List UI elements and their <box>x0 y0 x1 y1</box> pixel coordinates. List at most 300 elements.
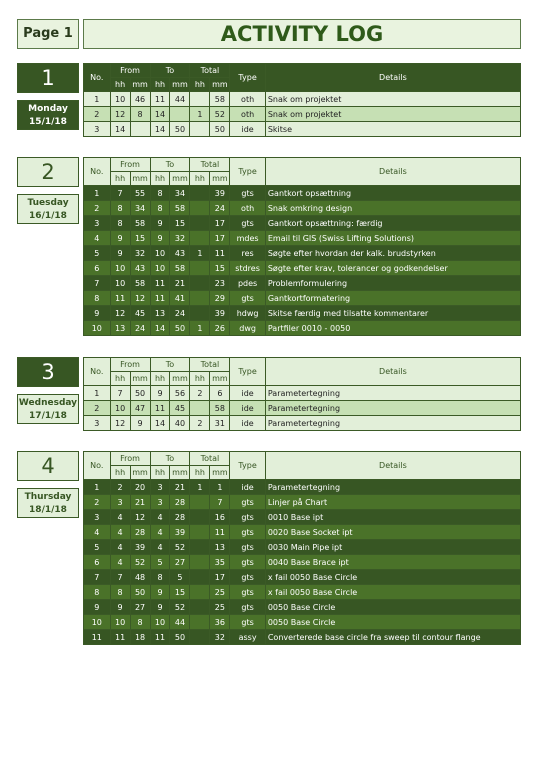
cell-from-mm: 8 <box>130 107 150 122</box>
cell-from-mm: 43 <box>130 261 150 276</box>
cell-type: hdwg <box>230 306 265 321</box>
cell-from-hh: 2 <box>110 480 130 495</box>
table-row <box>84 525 521 540</box>
cell-from-mm: 9 <box>130 416 150 431</box>
cell-total-mm: 17 <box>210 231 230 246</box>
header-type: Type <box>230 64 265 92</box>
cell-type: oth <box>230 107 265 122</box>
cell-from-hh: 10 <box>110 401 130 416</box>
cell-type: gts <box>230 585 265 600</box>
cell-from-mm: 50 <box>130 386 150 401</box>
cell-from-hh: 10 <box>110 92 130 107</box>
header-from: From <box>110 64 150 78</box>
activity-table <box>83 63 521 137</box>
header-total: Total <box>190 158 230 172</box>
section-number: 4 <box>17 451 79 481</box>
cell-total-hh <box>190 122 210 137</box>
cell-from-mm: 34 <box>130 201 150 216</box>
cell-total-mm: 25 <box>210 600 230 615</box>
cell-total-mm: 50 <box>210 122 230 137</box>
cell-to-hh: 13 <box>150 306 170 321</box>
header-to: To <box>150 452 190 466</box>
activity-table <box>83 357 521 431</box>
cell-total-hh <box>190 201 210 216</box>
header-hh: hh <box>190 78 210 92</box>
cell-from-mm: 55 <box>130 186 150 201</box>
cell-to-mm: 50 <box>170 321 190 336</box>
section-number: 2 <box>17 157 79 187</box>
header-hh: hh <box>150 466 170 480</box>
cell-from-mm: 12 <box>130 291 150 306</box>
cell-to-mm <box>170 107 190 122</box>
cell-to-mm: 32 <box>170 231 190 246</box>
cell-no: 3 <box>84 416 111 431</box>
cell-from-hh: 4 <box>110 525 130 540</box>
cell-details: Gantkort opsættning <box>265 186 520 201</box>
cell-total-mm: 32 <box>210 630 230 645</box>
header-type: Type <box>230 452 265 480</box>
cell-no: 6 <box>84 555 111 570</box>
header-to: To <box>150 158 190 172</box>
cell-total-mm: 35 <box>210 555 230 570</box>
day-label <box>17 100 79 130</box>
cell-to-mm: 24 <box>170 306 190 321</box>
header-hh: hh <box>110 466 130 480</box>
cell-from-hh: 9 <box>110 231 130 246</box>
cell-total-mm: 26 <box>210 321 230 336</box>
activity-table <box>83 451 521 645</box>
table-row <box>84 401 521 416</box>
cell-no: 7 <box>84 570 111 585</box>
activity-table <box>83 157 521 336</box>
weekday: Wednesday <box>18 398 78 408</box>
cell-from-hh: 8 <box>110 201 130 216</box>
cell-details: x fail 0050 Base Circle <box>265 585 520 600</box>
header-total: Total <box>190 358 230 372</box>
cell-details: Gantkort opsættning: færdig <box>265 216 520 231</box>
cell-details: Email til GIS (Swiss Lifting Solutions) <box>265 231 520 246</box>
cell-total-hh <box>190 216 210 231</box>
date: 18/1/18 <box>29 505 67 515</box>
cell-total-hh <box>190 630 210 645</box>
cell-from-mm: 20 <box>130 480 150 495</box>
cell-no: 2 <box>84 201 111 216</box>
header-to: To <box>150 64 190 78</box>
header-from: From <box>110 358 150 372</box>
cell-no: 5 <box>84 540 111 555</box>
table-row <box>84 510 521 525</box>
cell-no: 3 <box>84 122 111 137</box>
cell-to-mm: 5 <box>170 570 190 585</box>
cell-no: 8 <box>84 291 111 306</box>
cell-from-hh: 7 <box>110 386 130 401</box>
cell-no: 8 <box>84 585 111 600</box>
cell-to-mm: 50 <box>170 122 190 137</box>
weekday: Thursday <box>24 492 72 502</box>
cell-details: 0020 Base Socket ipt <box>265 525 520 540</box>
cell-details: Skitse færdig med tilsatte kommentarer <box>265 306 520 321</box>
cell-no: 7 <box>84 276 111 291</box>
header-type: Type <box>230 158 265 186</box>
cell-type: stdres <box>230 261 265 276</box>
cell-from-hh: 10 <box>110 615 130 630</box>
table-row <box>84 480 521 495</box>
cell-total-mm: 29 <box>210 291 230 306</box>
header-from: From <box>110 158 150 172</box>
cell-to-hh: 14 <box>150 122 170 137</box>
cell-total-hh <box>190 186 210 201</box>
cell-from-hh: 9 <box>110 246 130 261</box>
date: 16/1/18 <box>29 211 67 221</box>
table-row <box>84 416 521 431</box>
cell-to-mm: 58 <box>170 201 190 216</box>
cell-type: ide <box>230 480 265 495</box>
cell-from-mm: 32 <box>130 246 150 261</box>
cell-to-hh: 8 <box>150 186 170 201</box>
table-row <box>84 231 521 246</box>
cell-details: 0050 Base Circle <box>265 600 520 615</box>
cell-details: Partfiler 0010 - 0050 <box>265 321 520 336</box>
header-hh: hh <box>150 172 170 186</box>
cell-details: Parametertegning <box>265 386 520 401</box>
table-row <box>84 291 521 306</box>
cell-type: gts <box>230 510 265 525</box>
cell-total-mm: 39 <box>210 306 230 321</box>
weekday: Tuesday <box>27 198 69 208</box>
cell-total-mm: 1 <box>210 480 230 495</box>
cell-total-hh <box>190 615 210 630</box>
cell-no: 2 <box>84 495 111 510</box>
header-hh: hh <box>190 172 210 186</box>
header-hh: hh <box>190 372 210 386</box>
cell-details: Søgte efter hvordan der kalk. brudstyrken <box>265 246 520 261</box>
cell-to-hh: 4 <box>150 525 170 540</box>
cell-to-mm: 28 <box>170 510 190 525</box>
cell-to-hh: 8 <box>150 201 170 216</box>
cell-to-mm: 41 <box>170 291 190 306</box>
cell-details: Snak om projektet <box>265 92 520 107</box>
cell-from-hh: 4 <box>110 555 130 570</box>
header-hh: hh <box>110 78 130 92</box>
cell-from-mm: 24 <box>130 321 150 336</box>
table-row <box>84 615 521 630</box>
cell-to-hh: 8 <box>150 570 170 585</box>
cell-no: 6 <box>84 261 111 276</box>
cell-from-mm: 58 <box>130 276 150 291</box>
cell-to-mm: 40 <box>170 416 190 431</box>
cell-total-mm: 16 <box>210 510 230 525</box>
cell-type: ide <box>230 416 265 431</box>
header-mm: mm <box>210 172 230 186</box>
cell-to-mm: 43 <box>170 246 190 261</box>
cell-no: 1 <box>84 480 111 495</box>
cell-total-mm: 23 <box>210 276 230 291</box>
weekday: Monday <box>28 104 68 114</box>
cell-total-mm: 15 <box>210 261 230 276</box>
cell-from-mm: 50 <box>130 585 150 600</box>
cell-type: gts <box>230 216 265 231</box>
date: 17/1/18 <box>29 411 67 421</box>
cell-total-hh <box>190 306 210 321</box>
cell-from-hh: 12 <box>110 416 130 431</box>
cell-from-mm: 39 <box>130 540 150 555</box>
cell-to-mm: 27 <box>170 555 190 570</box>
header-details: Details <box>265 64 520 92</box>
header-hh: hh <box>110 172 130 186</box>
cell-type: mdes <box>230 231 265 246</box>
cell-to-hh: 11 <box>150 401 170 416</box>
cell-to-mm: 39 <box>170 525 190 540</box>
header-details: Details <box>265 452 520 480</box>
table-row <box>84 216 521 231</box>
table-row <box>84 540 521 555</box>
page-title: ACTIVITY LOG <box>83 19 521 49</box>
header-mm: mm <box>210 466 230 480</box>
cell-type: gts <box>230 495 265 510</box>
table-row <box>84 321 521 336</box>
cell-total-hh <box>190 600 210 615</box>
cell-details: Linjer på Chart <box>265 495 520 510</box>
table-row <box>84 186 521 201</box>
table-row <box>84 555 521 570</box>
cell-total-mm: 58 <box>210 92 230 107</box>
cell-type: ide <box>230 401 265 416</box>
header-mm: mm <box>130 78 150 92</box>
cell-to-hh: 9 <box>150 386 170 401</box>
cell-no: 3 <box>84 216 111 231</box>
table-row <box>84 306 521 321</box>
cell-total-mm: 52 <box>210 107 230 122</box>
cell-to-mm: 44 <box>170 615 190 630</box>
header-mm: mm <box>170 466 190 480</box>
cell-total-mm: 25 <box>210 585 230 600</box>
cell-from-mm: 58 <box>130 216 150 231</box>
cell-to-mm: 34 <box>170 186 190 201</box>
cell-details: Parametertegning <box>265 401 520 416</box>
cell-total-hh <box>190 261 210 276</box>
cell-from-mm <box>130 122 150 137</box>
header-mm: mm <box>170 172 190 186</box>
table-row <box>84 261 521 276</box>
header-mm: mm <box>170 78 190 92</box>
header-mm: mm <box>210 372 230 386</box>
cell-to-hh: 11 <box>150 291 170 306</box>
cell-to-mm: 58 <box>170 261 190 276</box>
cell-details: 0040 Base Brace ipt <box>265 555 520 570</box>
table-row <box>84 386 521 401</box>
cell-type: gts <box>230 570 265 585</box>
cell-from-mm: 45 <box>130 306 150 321</box>
cell-to-hh: 9 <box>150 216 170 231</box>
cell-total-mm: 36 <box>210 615 230 630</box>
day-label <box>17 194 79 224</box>
cell-no: 2 <box>84 401 111 416</box>
table-row <box>84 276 521 291</box>
table-row <box>84 585 521 600</box>
cell-type: pdes <box>230 276 265 291</box>
cell-total-hh <box>190 92 210 107</box>
cell-from-mm: 52 <box>130 555 150 570</box>
cell-no: 10 <box>84 615 111 630</box>
section-number: 1 <box>17 63 79 93</box>
cell-total-hh <box>190 585 210 600</box>
cell-total-hh <box>190 510 210 525</box>
cell-total-hh <box>190 231 210 246</box>
cell-to-hh: 5 <box>150 555 170 570</box>
cell-total-mm: 17 <box>210 216 230 231</box>
page-label: Page 1 <box>17 19 79 49</box>
cell-total-mm: 24 <box>210 201 230 216</box>
cell-type: ide <box>230 386 265 401</box>
cell-from-hh: 4 <box>110 510 130 525</box>
cell-from-mm: 15 <box>130 231 150 246</box>
cell-details: Snak om projektet <box>265 107 520 122</box>
cell-total-mm: 31 <box>210 416 230 431</box>
cell-to-hh: 11 <box>150 92 170 107</box>
cell-from-hh: 14 <box>110 122 130 137</box>
cell-type: gts <box>230 600 265 615</box>
header-mm: mm <box>130 466 150 480</box>
cell-to-hh: 10 <box>150 615 170 630</box>
cell-details: Converterede base circle fra sweep til contour flange <box>265 630 520 645</box>
cell-total-hh <box>190 401 210 416</box>
table-row <box>84 92 521 107</box>
cell-to-mm: 52 <box>170 600 190 615</box>
cell-type: gts <box>230 540 265 555</box>
cell-total-mm: 39 <box>210 186 230 201</box>
day-label <box>17 394 79 424</box>
header-total: Total <box>190 452 230 466</box>
header-hh: hh <box>150 372 170 386</box>
header-mm: mm <box>130 172 150 186</box>
cell-from-hh: 12 <box>110 306 130 321</box>
cell-to-hh: 14 <box>150 321 170 336</box>
table-row <box>84 600 521 615</box>
cell-to-hh: 9 <box>150 600 170 615</box>
cell-no: 9 <box>84 306 111 321</box>
cell-type: oth <box>230 201 265 216</box>
cell-total-mm: 17 <box>210 570 230 585</box>
cell-from-hh: 10 <box>110 261 130 276</box>
cell-type: gts <box>230 291 265 306</box>
cell-to-mm: 21 <box>170 276 190 291</box>
cell-from-hh: 3 <box>110 495 130 510</box>
cell-type: gts <box>230 615 265 630</box>
cell-to-hh: 3 <box>150 495 170 510</box>
header-hh: hh <box>190 466 210 480</box>
table-row <box>84 630 521 645</box>
cell-total-hh: 1 <box>190 480 210 495</box>
cell-details: x fail 0050 Base Circle <box>265 570 520 585</box>
cell-from-mm: 27 <box>130 600 150 615</box>
cell-total-mm: 58 <box>210 401 230 416</box>
cell-from-mm: 47 <box>130 401 150 416</box>
cell-from-hh: 12 <box>110 107 130 122</box>
cell-no: 9 <box>84 600 111 615</box>
header-mm: mm <box>170 372 190 386</box>
cell-total-hh: 1 <box>190 246 210 261</box>
cell-no: 4 <box>84 231 111 246</box>
cell-details: Parametertegning <box>265 480 520 495</box>
cell-no: 5 <box>84 246 111 261</box>
cell-from-hh: 11 <box>110 630 130 645</box>
header-type: Type <box>230 358 265 386</box>
cell-total-hh <box>190 555 210 570</box>
cell-total-mm: 11 <box>210 246 230 261</box>
cell-to-hh: 4 <box>150 540 170 555</box>
cell-from-hh: 10 <box>110 276 130 291</box>
cell-total-hh <box>190 495 210 510</box>
cell-total-mm: 11 <box>210 525 230 540</box>
cell-no: 1 <box>84 186 111 201</box>
cell-from-hh: 8 <box>110 216 130 231</box>
cell-from-hh: 9 <box>110 600 130 615</box>
cell-total-hh: 1 <box>190 107 210 122</box>
cell-total-mm: 7 <box>210 495 230 510</box>
cell-from-mm: 28 <box>130 525 150 540</box>
header-no: No. <box>84 158 111 186</box>
cell-total-hh <box>190 291 210 306</box>
section-number: 3 <box>17 357 79 387</box>
cell-from-mm: 18 <box>130 630 150 645</box>
cell-no: 2 <box>84 107 111 122</box>
cell-total-hh <box>190 540 210 555</box>
cell-to-hh: 10 <box>150 246 170 261</box>
cell-from-hh: 7 <box>110 186 130 201</box>
cell-to-mm: 28 <box>170 495 190 510</box>
cell-type: gts <box>230 555 265 570</box>
cell-no: 1 <box>84 386 111 401</box>
cell-from-mm: 46 <box>130 92 150 107</box>
cell-to-mm: 50 <box>170 630 190 645</box>
header-mm: mm <box>130 372 150 386</box>
cell-to-hh: 14 <box>150 416 170 431</box>
cell-details: 0010 Base ipt <box>265 510 520 525</box>
cell-to-hh: 3 <box>150 480 170 495</box>
cell-total-hh: 2 <box>190 416 210 431</box>
cell-to-mm: 15 <box>170 216 190 231</box>
cell-from-mm: 48 <box>130 570 150 585</box>
cell-details: Problemformulering <box>265 276 520 291</box>
header-no: No. <box>84 64 111 92</box>
cell-to-mm: 21 <box>170 480 190 495</box>
header-details: Details <box>265 158 520 186</box>
cell-to-hh: 10 <box>150 261 170 276</box>
header-hh: hh <box>150 78 170 92</box>
day-label <box>17 488 79 518</box>
cell-details: Parametertegning <box>265 416 520 431</box>
cell-details: Søgte efter krav, tolerancer og godkendelser <box>265 261 520 276</box>
cell-details: 0030 Main Pipe ipt <box>265 540 520 555</box>
cell-from-mm: 12 <box>130 510 150 525</box>
cell-no: 11 <box>84 630 111 645</box>
table-row <box>84 246 521 261</box>
table-row <box>84 570 521 585</box>
table-row <box>84 107 521 122</box>
table-row <box>84 495 521 510</box>
cell-total-hh: 2 <box>190 386 210 401</box>
cell-total-hh <box>190 276 210 291</box>
cell-details: Skitse <box>265 122 520 137</box>
cell-no: 1 <box>84 92 111 107</box>
cell-to-mm: 52 <box>170 540 190 555</box>
cell-type: gts <box>230 186 265 201</box>
cell-total-hh <box>190 570 210 585</box>
cell-type: gts <box>230 525 265 540</box>
header-no: No. <box>84 358 111 386</box>
cell-to-hh: 11 <box>150 630 170 645</box>
cell-from-hh: 11 <box>110 291 130 306</box>
